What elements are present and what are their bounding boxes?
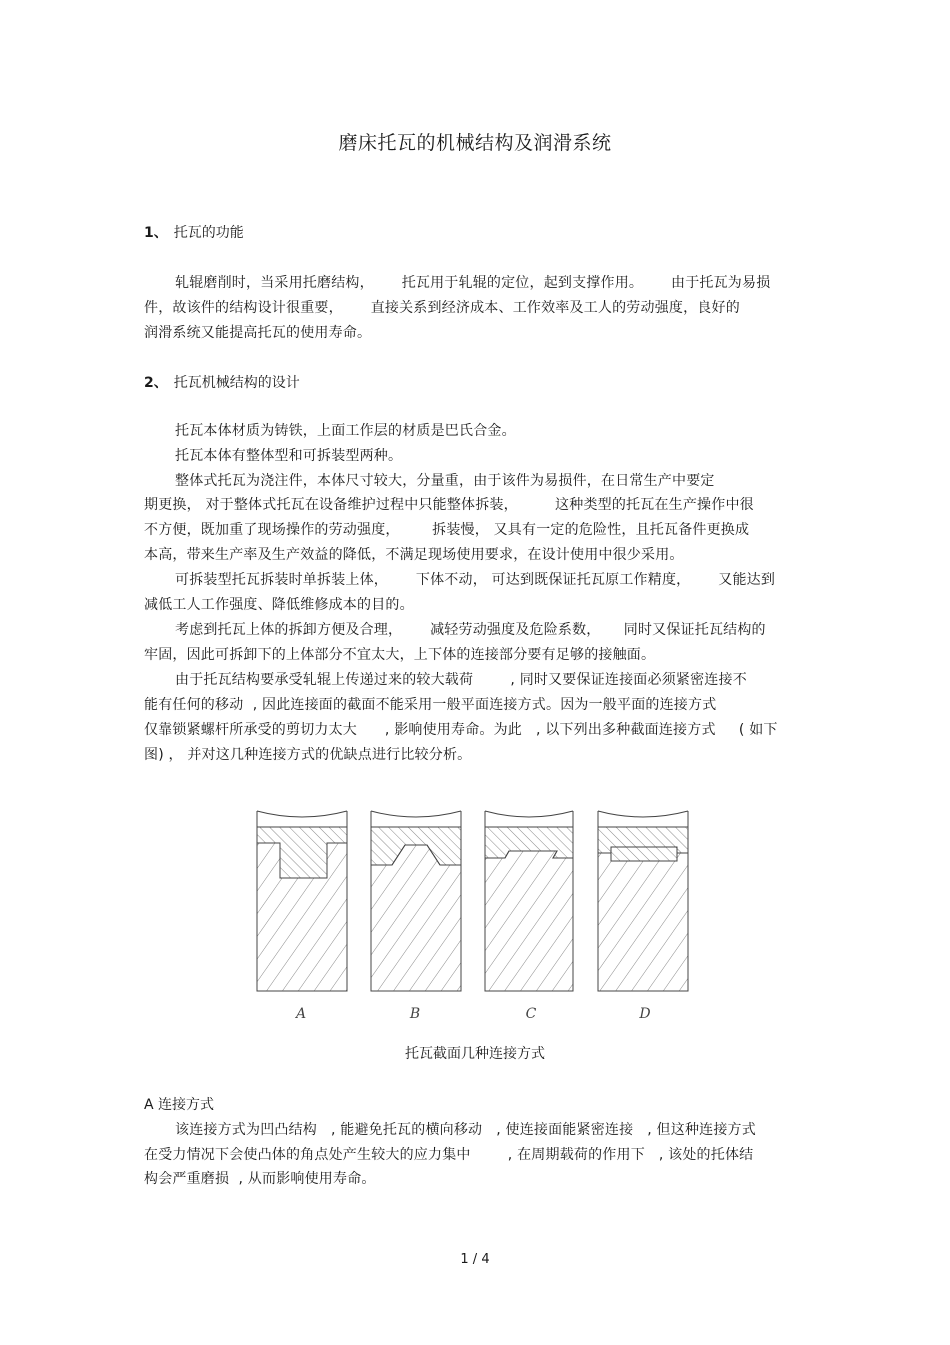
section-2-line: 考虑到托瓦上体的拆卸方便及合理， 减轻劳动强度及危险系数， 同时又保证托瓦结构的 xyxy=(175,622,766,638)
section-c-label: C xyxy=(525,1006,537,1022)
section-2-line: 托瓦本体材质为铸铁，上面工作层的材质是巴氏合金。 xyxy=(175,423,516,439)
section-c-drawing xyxy=(485,811,573,991)
document-title: 磨床托瓦的机械结构及润滑系统 xyxy=(338,132,612,154)
section-2-line: 图) ， 并对这几种连接方式的优缺点进行比较分析。 xyxy=(144,747,472,763)
section-a-line: 在受力情况下会使凸体的角点处产生较大的应力集中 , 在周期载荷的作用下 , 该处的托体结 xyxy=(144,1147,754,1163)
section-2-line: 托瓦本体有整体型和可拆装型两种。 xyxy=(175,448,403,464)
joint-sections-figure xyxy=(255,803,695,1028)
section-1-heading xyxy=(144,222,244,242)
section-1-title: 托瓦的功能 xyxy=(173,225,244,241)
section-2-line: 能有任何的移动 , 因此连接面的截面不能采用一般平面连接方式。因为一般平面的连接方式 xyxy=(144,697,717,713)
section-2-title: 托瓦机械结构的设计 xyxy=(173,375,300,391)
section-d-label: D xyxy=(639,1006,651,1022)
figure-caption: 托瓦截面几种连接方式 xyxy=(405,1046,545,1062)
section-2-heading xyxy=(144,372,300,392)
section-2-line: 期更换， 对于整体式托瓦在设备维护过程中只能整体拆装， 这种类型的托瓦在生产操作中很 xyxy=(144,497,754,513)
section-2-line: 不方便，既加重了现场操作的劳动强度， 拆装慢， 又具有一定的危险性，且托瓦备件更换成 xyxy=(144,522,750,538)
section-2-line: 可拆装型托瓦拆装时单拆装上体， 下体不动， 可达到既保证托瓦原工作精度， 又能达到 xyxy=(175,572,776,588)
section-a-line: 构会严重磨损 , 从而影响使用寿命。 xyxy=(144,1171,376,1187)
section-2-line: 减低工人工作强度、降低维修成本的目的。 xyxy=(144,597,414,613)
section-b-drawing xyxy=(371,811,461,991)
section-1-line: 件，故该件的结构设计很重要， 直接关系到经济成本、工作效率及工人的劳动强度，良好的 xyxy=(144,300,740,316)
section-b-label: B xyxy=(409,1006,421,1022)
section-1-number: 1、 xyxy=(144,225,168,241)
page-number: 1 / 4 xyxy=(460,1252,490,1267)
section-2-line: 牢固，因此可拆卸下的上体部分不宜太大，上下体的连接部分要有足够的接触面。 xyxy=(144,647,656,663)
section-2-line: 仅靠锁紧螺杆所承受的剪切力太大 , 影响使用寿命。为此 , 以下列出多种截面连接方式 ( 如下 xyxy=(144,722,778,738)
section-2-line: 本高，带来生产率及生产效益的降低，不满足现场使用要求，在设计使用中很少采用。 xyxy=(144,547,684,563)
section-1-line: 轧辊磨削时，当采用托磨结构， 托瓦用于轧辊的定位，起到支撑作用。 由于托瓦为易损 xyxy=(175,275,771,291)
section-a-line: 该连接方式为凹凸结构 , 能避免托瓦的横向移动 , 使连接面能紧密连接 , 但这种连接方式 xyxy=(175,1122,756,1138)
section-1-line: 润滑系统又能提高托瓦的使用寿命。 xyxy=(144,325,372,341)
section-a-drawing xyxy=(257,811,347,991)
section-a-label: A xyxy=(295,1006,307,1022)
section-a-heading: A 连接方式 xyxy=(144,1097,215,1113)
section-d-drawing xyxy=(598,811,688,991)
section-2-number: 2、 xyxy=(144,375,168,391)
section-2-line: 由于托瓦结构要承受轧辊上传递过来的较大载荷 , 同时又要保证连接面必须紧密连接不 xyxy=(175,672,747,688)
section-2-line: 整体式托瓦为浇注件，本体尺寸较大，分量重，由于该件为易损件，在日常生产中要定 xyxy=(175,473,715,489)
